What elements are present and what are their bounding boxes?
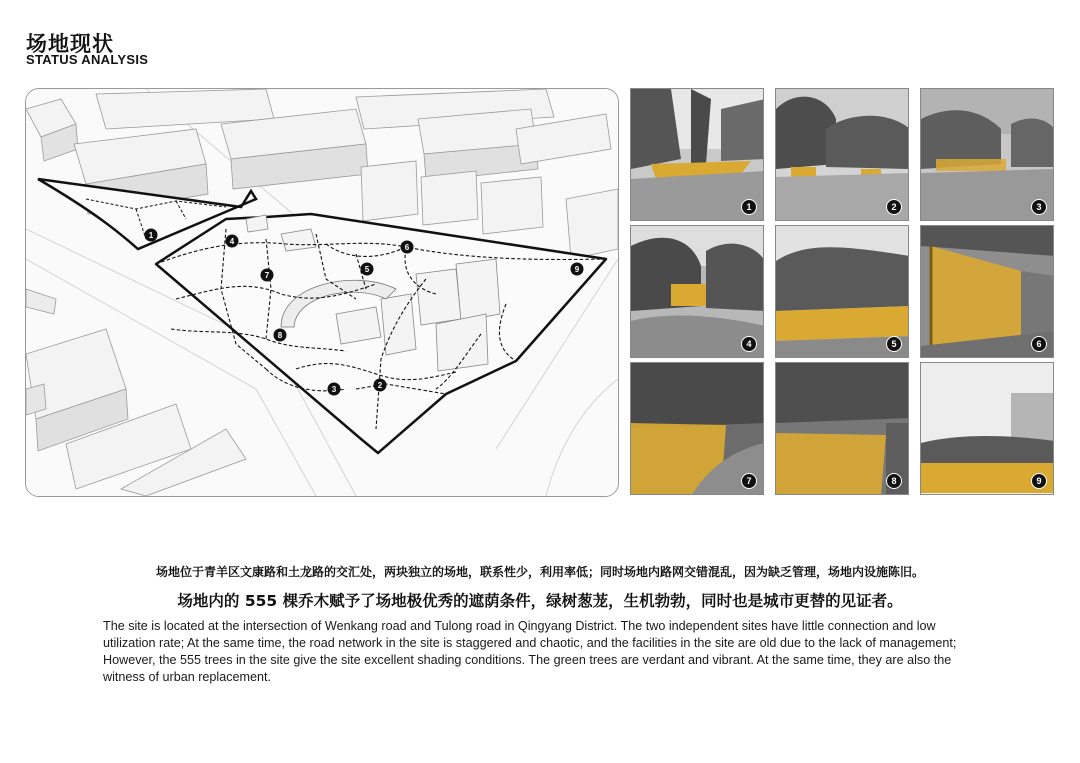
photo-number-5: 5: [886, 336, 902, 352]
site-photo-2: [775, 88, 909, 221]
map-marker-1: 1: [148, 231, 154, 240]
photo-number-4: 4: [741, 336, 757, 352]
site-photo-7: [630, 362, 764, 495]
photo-number-6: 6: [1031, 336, 1047, 352]
photo-number-2: 2: [886, 199, 902, 215]
map-marker-2: 2: [377, 381, 383, 390]
map-marker-9: 9: [574, 265, 580, 274]
photo-number-3: 3: [1031, 199, 1047, 215]
site-photo-grid: [630, 88, 1054, 496]
caption-zh-line-1: 场地位于青羊区文康路和土龙路的交汇处，两块独立的场地，联系性少，利用率低；同时场地内路网交错混乱，因为缺乏管理，场地内设施陈旧。: [155, 565, 924, 579]
site-photo-9: [920, 362, 1054, 495]
site-photo-3: [920, 88, 1054, 221]
site-photo-1: [630, 88, 764, 221]
site-photo-4: [630, 225, 764, 358]
site-map: [25, 88, 619, 497]
photo-number-1: 1: [741, 199, 757, 215]
map-marker-6: 6: [404, 243, 410, 252]
page-title-zh: 场地现状: [26, 32, 114, 56]
map-marker-8: 8: [277, 331, 283, 340]
page-title-en: STATUS ANALYSIS: [26, 52, 149, 67]
caption-en: The site is located at the intersection of Wenkang road and Tulong road in Qingyang District. The two independent sites have little connection and low utilization rate; At the same time, the road network in the site is staggered and chaotic, and the facilities in the site are old due to the lack of management; However, the 555 trees in the site give the site excellent shading conditions. The green trees are verdant and vibrant. At the same time, they are also the witness of urban replacement.: [103, 619, 957, 684]
site-photo-6: [920, 225, 1054, 358]
photo-number-7: 7: [741, 473, 757, 489]
photo-number-8: 8: [886, 473, 902, 489]
map-marker-3: 3: [331, 385, 337, 394]
caption-zh-line-2: 场地内的 555 棵乔木赋予了场地极优秀的遮荫条件，绿树葱茏，生机勃勃，同时也是城市更替的见证者。: [177, 592, 903, 610]
site-photo-8: [775, 362, 909, 495]
photo-number-9: 9: [1031, 473, 1047, 489]
map-marker-5: 5: [364, 265, 370, 274]
map-marker-7: 7: [264, 271, 270, 280]
map-marker-4: 4: [229, 237, 235, 246]
site-photo-5: [775, 225, 909, 358]
